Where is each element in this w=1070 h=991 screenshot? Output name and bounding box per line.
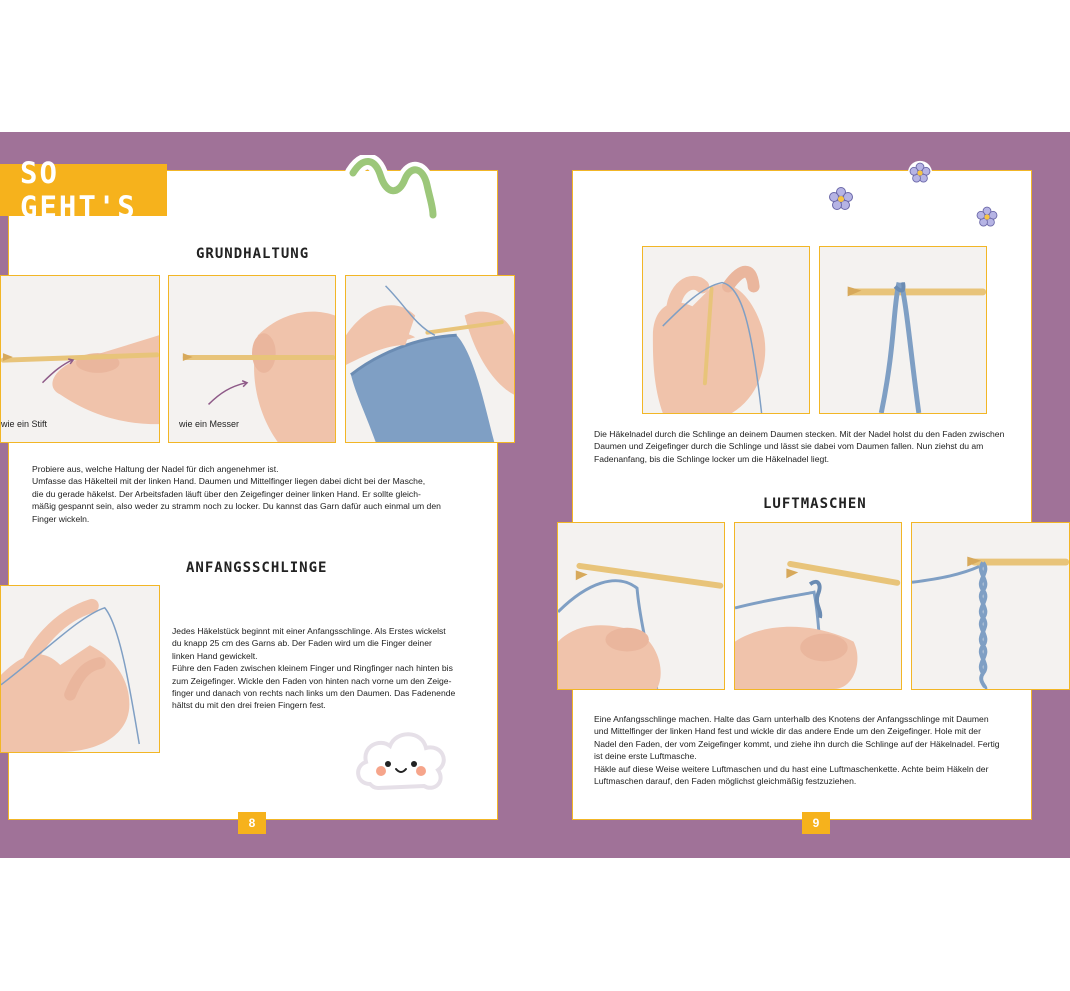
photo-knife-grip xyxy=(168,275,336,443)
photo-hook-through-loop xyxy=(642,246,810,414)
hook-yarn-illustration xyxy=(820,247,986,413)
text-line: mäßig gespannt sein, also weder zu stramm noch zu locker. Du kannst das Garn dafür auch einmal um den xyxy=(32,501,441,512)
text-line: Häkle auf diese Weise weitere Luftmaschen und du hast eine Luftmaschenkette. Achte beim Häkeln der xyxy=(594,763,989,774)
luftmaschen-text xyxy=(594,713,1034,787)
flower-sticker-icon xyxy=(907,160,933,186)
photo-loop-on-hook xyxy=(819,246,987,414)
photo-caption: wie ein Stift xyxy=(1,419,48,429)
text-line: hältst du mit den drei freien Fingern fest. xyxy=(172,700,326,711)
hand-hook-illustration xyxy=(169,276,335,442)
section-heading-luftmaschen: LUFTMASCHEN xyxy=(763,496,867,512)
text-line: finger und danach von rechts nach links um den Daumen. Das Fadenende xyxy=(172,688,456,699)
photo-chain-result xyxy=(911,522,1070,690)
text-line: Nadel den Faden, der vom Zeigefinger kommt, und ziehe ihn durch die Schlinge auf der Häkelnadel. Fertig xyxy=(594,738,1000,749)
text-line: ist deine erste Luftmasche. xyxy=(594,751,697,762)
photo-chain-step-1 xyxy=(557,522,725,690)
text-line: zum Zeigefinger. Wickle den Faden von hinten nach vorne um den Zeige- xyxy=(172,675,452,686)
photo-holding-crochet-piece xyxy=(345,275,515,443)
hook-through-loop-text xyxy=(594,428,1034,465)
photo-chain-step-2 xyxy=(734,522,902,690)
page-number-left: 8 xyxy=(238,812,266,834)
grundhaltung-text xyxy=(32,463,482,525)
text-line: Luftmaschen darauf, den Faden möglichst gleichmäßig festzuziehen. xyxy=(594,776,857,787)
photo-caption: wie ein Messer xyxy=(179,419,240,429)
text-line: Probiere aus, welche Haltung der Nadel für dich angenehmer ist. xyxy=(32,464,279,474)
text-line: Umfasse das Häkelteil mit der linken Hand. Daumen und Mittelfinger liegen dabei dicht bei der Masche, xyxy=(32,476,426,487)
text-line: Fadenanfang, bis die Schlinge locker um die Häkelnadel liegt. xyxy=(594,453,830,464)
section-heading-anfangsschlinge: ANFANGSSCHLINGE xyxy=(186,560,328,576)
text-line: Die Häkelnadel durch die Schlinge an deinem Daumen stecken. Mit der Nadel holst du den Faden zwischen xyxy=(594,429,1005,439)
hand-hook-illustration xyxy=(735,523,901,689)
hand-hook-illustration xyxy=(558,523,724,689)
text-line: Eine Anfangsschlinge machen. Halte das Garn unterhalb des Knotens der Anfangsschlinge mit Daumen xyxy=(594,714,989,724)
text-line: Jedes Häkelstück beginnt mit einer Anfangsschlinge. Als Erstes wickelst xyxy=(172,626,446,636)
anfangsschlinge-text xyxy=(172,625,482,712)
text-line: Daumen und Zeigefinger durch die Schlinge und lässt sie dabei vom Daumen fallen. Nun ziehst du am xyxy=(594,441,984,452)
text-line: und Mittelfinger der linken Hand fest und wickle dir das andere Ende um den Zeigefinger. Hole mit der xyxy=(594,726,981,737)
text-line: Führe den Faden zwischen kleinem Finger und Ringfinger nach hinten bis xyxy=(172,663,453,674)
crochet-piece-illustration xyxy=(346,276,514,442)
cloud-face-sticker-icon xyxy=(352,722,452,797)
text-line: die du gerade häkelst. Der Arbeitsfaden läuft über den Zeigefinger deiner linken Hand. Er sollte gleich- xyxy=(32,488,421,499)
squiggle-sticker-icon xyxy=(345,155,440,230)
page-number-right: 9 xyxy=(802,812,830,834)
hand-yarn-illustration xyxy=(1,586,159,752)
hook-chain-illustration xyxy=(912,523,1069,689)
flower-sticker-icon xyxy=(826,184,856,214)
page-banner-title: SO GEHT'S xyxy=(0,164,167,216)
text-line: Finger wickeln. xyxy=(32,513,90,524)
text-line: du knapp 25 cm des Garns ab. Der Faden wird um die Finger deiner xyxy=(172,638,432,649)
section-heading-grundhaltung: GRUNDHALTUNG xyxy=(196,246,310,262)
photo-pencil-grip xyxy=(0,275,160,443)
hand-hook-illustration xyxy=(1,276,159,442)
text-line: linken Hand gewickelt. xyxy=(172,650,258,661)
flower-sticker-icon xyxy=(974,204,1000,230)
photo-slip-knot-hand xyxy=(0,585,160,753)
hand-hook-illustration xyxy=(643,247,809,413)
